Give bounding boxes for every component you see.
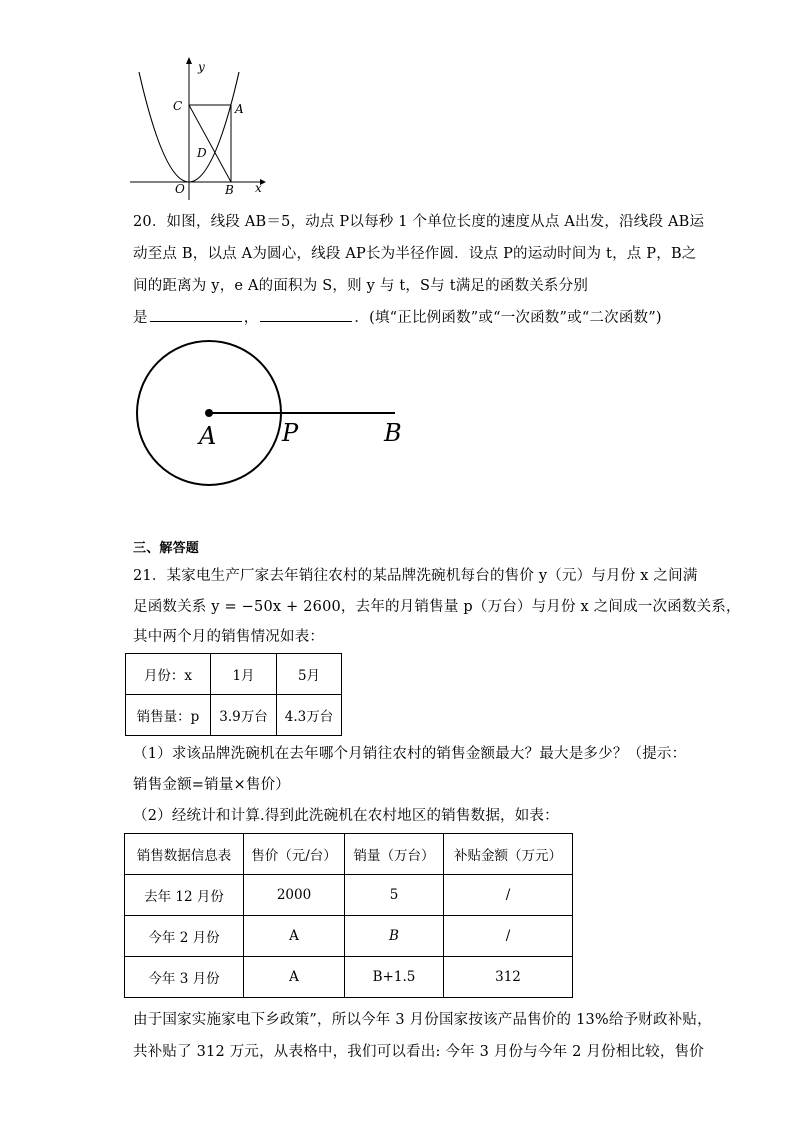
- answer-blank-1[interactable]: [150, 307, 242, 322]
- q20-prefix: 是: [133, 310, 148, 326]
- table-cell: B: [345, 916, 444, 957]
- table-row: [125, 875, 573, 916]
- label-c: C: [173, 99, 183, 113]
- table-cell: 2000: [244, 875, 345, 916]
- q20-line-4: [133, 307, 662, 328]
- q21-line-1: 21．某家电生产厂家去年销往农村的某品牌洗碗机每台的售价 y（元）与月份 x 之间满: [133, 568, 698, 584]
- table-cell: B+1.5: [345, 957, 444, 998]
- table-header-cell: 补贴金额（万元）: [444, 834, 573, 875]
- q20-line-3: 间的距离为 y，e A的面积为 S，则 y 与 t，S与 t满足的函数关系分别: [133, 278, 589, 294]
- table-cell: 销售量：p: [126, 695, 211, 736]
- table-row: [125, 916, 573, 957]
- table-cell: 312: [444, 957, 573, 998]
- table-cell: /: [444, 875, 573, 916]
- table-header-cell: 售价（元/台）: [244, 834, 345, 875]
- table-row: [126, 654, 342, 695]
- label-y: y: [198, 60, 205, 74]
- segment-cb: [189, 105, 231, 182]
- label-a: A: [199, 422, 217, 450]
- q21-part1-line-2: 销售金额=销量×售价）: [133, 777, 290, 793]
- table-row: [126, 695, 342, 736]
- q21-line-3: 其中两个月的销售情况如表：: [133, 629, 325, 645]
- q21-tail-line-2: 共补贴了 312 万元，从表格中，我们可以看出: 今年 3 月份与今年 2 月份相比较，售价: [133, 1044, 704, 1060]
- table-cell: /: [444, 916, 573, 957]
- table-cell: 今年 2 月份: [125, 916, 244, 957]
- table-header-cell: 销售数据信息表: [125, 834, 244, 875]
- point-a: [205, 409, 213, 417]
- table-cell: 5: [345, 875, 444, 916]
- q20-line-2: 动至点 B，以点 A为圆心，线段 AP长为半径作圆．设点 P的运动时间为 t，点 P，B之: [133, 246, 697, 262]
- table-cell: 5月: [277, 654, 342, 695]
- q20-suffix: ．(填“正比例函数”或“一次函数”或“二次函数”): [354, 310, 662, 326]
- parabola-figure: [125, 52, 270, 202]
- label-o: O: [175, 182, 185, 196]
- table-row: [125, 957, 573, 998]
- table-cell: A: [244, 916, 345, 957]
- table-header-cell: 销量（万台）: [345, 834, 444, 875]
- table-cell: A: [244, 957, 345, 998]
- q21-part2-line-1: （2）经统计和计算.得到此洗碗机在农村地区的销售数据，如表：: [133, 808, 559, 824]
- y-axis-arrow: [186, 57, 192, 64]
- label-a: A: [235, 102, 244, 116]
- q21-line-2: 足函数关系 y = −50x + 2600，去年的月销售量 p（万台）与月份 x 之间成一次函数关系，: [133, 599, 741, 615]
- label-d: D: [197, 146, 207, 160]
- table-header-row: [125, 834, 573, 875]
- label-p: P: [282, 419, 299, 447]
- table-cell: 4.3万台: [277, 695, 342, 736]
- table-cell: 月份：x: [126, 654, 211, 695]
- q21-part1-line-1: （1）求该品牌洗碗机在去年哪个月销往农村的销售金额最大？最大是多少？（提示：: [133, 746, 687, 762]
- q21-tail-line-1: 由于国家实施家电下乡政策”，所以今年 3 月份国家按该产品售价的 13%给予财政补贴，: [133, 1012, 712, 1028]
- q20-line-1: 20．如图，线段 AB＝5，动点 P以每秒 1 个单位长度的速度从点 A出发，沿线段 AB运: [133, 214, 705, 230]
- table-cell: 去年 12 月份: [125, 875, 244, 916]
- section-title: 三、解答题: [133, 541, 200, 556]
- sales-table-1: [125, 653, 342, 736]
- answer-blank-2[interactable]: [260, 307, 352, 322]
- label-b: B: [384, 419, 402, 447]
- circle-figure: [130, 335, 420, 515]
- table-cell: 3.9万台: [211, 695, 277, 736]
- label-x: x: [255, 181, 262, 195]
- q20-separator: ，: [243, 310, 259, 326]
- table-cell: 1月: [211, 654, 277, 695]
- table-cell: 今年 3 月份: [125, 957, 244, 998]
- label-b: B: [225, 183, 234, 197]
- sales-table-2: [124, 833, 573, 998]
